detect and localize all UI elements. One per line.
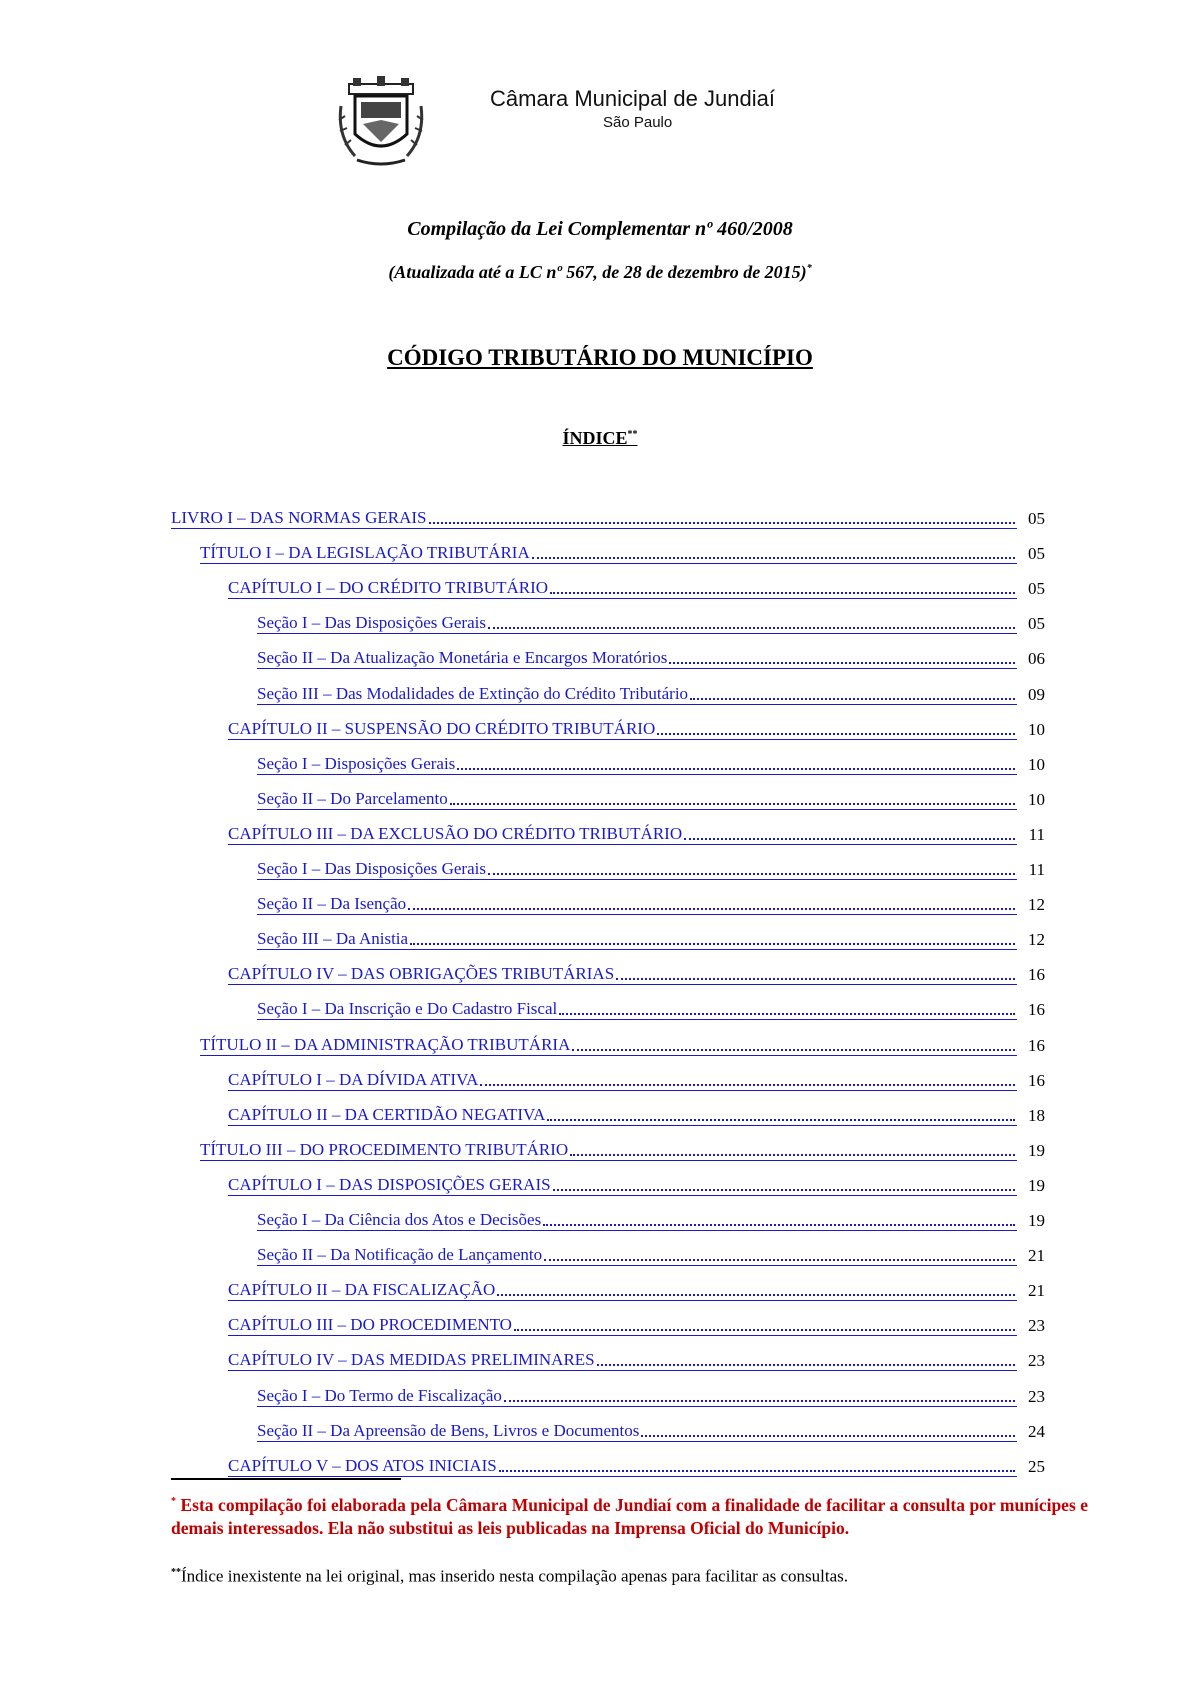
- toc-entry-page: 06: [1028, 649, 1045, 668]
- toc-entry[interactable]: [200, 1032, 1045, 1056]
- document-title: CÓDIGO TRIBUTÁRIO DO MUNICÍPIO: [387, 345, 813, 370]
- footnote-index-note: [171, 1562, 1088, 1588]
- toc-entry-page: 23: [1028, 1316, 1045, 1335]
- toc-entry[interactable]: [228, 1067, 1045, 1091]
- toc-entry-page: 21: [1028, 1246, 1045, 1265]
- toc-dot-leader: [486, 859, 1017, 880]
- index-footnote-mark: **: [627, 429, 638, 440]
- toc-dot-leader: [570, 1035, 1017, 1056]
- toc-dot-leader: [427, 508, 1018, 529]
- toc-entry-page: 16: [1028, 1071, 1045, 1090]
- toc-dot-leader: [406, 894, 1017, 915]
- toc-dot-leader: [542, 1245, 1017, 1266]
- toc-entry-label[interactable]: CAPÍTULO I – DO CRÉDITO TRIBUTÁRIO: [228, 578, 549, 597]
- toc-dot-leader: [557, 999, 1017, 1020]
- toc-entry[interactable]: [228, 1347, 1045, 1371]
- toc-entry-page: 23: [1028, 1387, 1045, 1406]
- toc-entry-label[interactable]: TÍTULO III – DO PROCEDIMENTO TRIBUTÁRIO: [200, 1140, 569, 1159]
- toc-entry[interactable]: [257, 645, 1045, 669]
- toc-entry-page: 16: [1028, 1000, 1045, 1019]
- toc-entry-page: 18: [1028, 1106, 1045, 1125]
- index-heading: [0, 428, 1200, 449]
- toc-entry-label[interactable]: Seção I – Da Ciência dos Atos e Decisões: [257, 1210, 542, 1229]
- toc-dot-leader: [545, 1105, 1017, 1126]
- toc-entry-label[interactable]: CAPÍTULO I – DAS DISPOSIÇÕES GERAIS: [228, 1175, 551, 1194]
- toc-entry-label[interactable]: CAPÍTULO III – DA EXCLUSÃO DO CRÉDITO TRIBUTÁRIO: [228, 824, 683, 843]
- toc-entry-page: 23: [1028, 1351, 1045, 1370]
- toc-entry-label[interactable]: Seção II – Da Notificação de Lançamento: [257, 1245, 543, 1264]
- toc-dot-leader: [568, 1140, 1017, 1161]
- compilation-line: [0, 218, 1200, 241]
- org-name: Câmara Municipal de Jundiaí: [490, 86, 775, 111]
- toc-entry[interactable]: [171, 505, 1045, 529]
- toc-entry-page: 12: [1028, 930, 1045, 949]
- toc-dot-leader: [541, 1210, 1017, 1231]
- toc-dot-leader: [408, 929, 1017, 950]
- toc-entry-page: 24: [1028, 1422, 1045, 1441]
- footnote-index-text: Índice inexistente na lei original, mas inserido nesta compilação apenas para facilitar as consultas.: [181, 1566, 849, 1586]
- toc-entry-label[interactable]: Seção I – Das Disposições Gerais: [257, 613, 486, 632]
- toc-entry-page: 12: [1028, 895, 1045, 914]
- toc-dot-leader: [614, 964, 1017, 985]
- toc-dot-leader: [639, 1421, 1017, 1442]
- footnote-mark-double: **: [171, 1567, 181, 1578]
- toc-dot-leader: [655, 719, 1017, 740]
- toc-dot-leader: [530, 543, 1017, 564]
- toc-entry-page: 10: [1028, 755, 1045, 774]
- toc-entry-label[interactable]: LIVRO I – DAS NORMAS GERAIS: [171, 508, 427, 527]
- toc-entry[interactable]: [257, 1207, 1045, 1231]
- toc-entry-label[interactable]: Seção III – Da Anistia: [257, 929, 409, 948]
- toc-dot-leader: [595, 1350, 1017, 1371]
- toc-entry-page: 05: [1028, 614, 1045, 633]
- toc-entry-label[interactable]: TÍTULO I – DA LEGISLAÇÃO TRIBUTÁRIA: [200, 543, 530, 562]
- toc-entry[interactable]: [257, 891, 1045, 915]
- toc-entry-label[interactable]: TÍTULO II – DA ADMINISTRAÇÃO TRIBUTÁRIA: [200, 1035, 571, 1054]
- compilation-text: Compilação da Lei Complementar nº 460/2008: [407, 218, 793, 240]
- toc-entry-page: 16: [1028, 1036, 1045, 1055]
- footnote-mark-single: *: [171, 1496, 176, 1507]
- updated-line: [0, 262, 1200, 283]
- toc-entry-label[interactable]: CAPÍTULO IV – DAS MEDIDAS PRELIMINARES: [228, 1350, 595, 1369]
- toc-dot-leader: [682, 824, 1017, 845]
- toc-entry[interactable]: [228, 1312, 1045, 1336]
- toc-entry-label[interactable]: Seção I – Disposições Gerais: [257, 754, 456, 773]
- toc-entry-label[interactable]: Seção II – Da Isenção: [257, 894, 407, 913]
- toc-entry-label[interactable]: CAPÍTULO I – DA DÍVIDA ATIVA: [228, 1070, 479, 1089]
- toc-entry-page: 05: [1028, 579, 1045, 598]
- toc-entry[interactable]: [257, 926, 1045, 950]
- toc-entry[interactable]: [228, 1102, 1045, 1126]
- toc-dot-leader: [448, 789, 1017, 810]
- toc-entry[interactable]: [257, 856, 1045, 880]
- footnote-disclaimer: [171, 1490, 1088, 1540]
- toc-entry-page: 19: [1028, 1141, 1045, 1160]
- toc-entry-page: 19: [1028, 1211, 1045, 1230]
- toc-entry[interactable]: [228, 961, 1045, 985]
- letterhead: [335, 72, 855, 172]
- footnote-disclaimer-text: Esta compilação foi elaborada pela Câmara Municipal de Jundiaí com a finalidade de facilitar a consulta por munícipes e demais interessados. Ela não substitui as leis publicadas na Imprensa Oficial do Município.: [171, 1494, 1089, 1538]
- toc-dot-leader: [478, 1070, 1017, 1091]
- toc-entry[interactable]: [257, 1242, 1045, 1266]
- toc-entry-label[interactable]: CAPÍTULO V – DOS ATOS INICIAIS: [228, 1456, 497, 1475]
- toc-entry-label[interactable]: CAPÍTULO II – DA FISCALIZAÇÃO: [228, 1280, 496, 1299]
- toc-entry-label[interactable]: Seção II – Da Apreensão de Bens, Livros e Documentos: [257, 1421, 640, 1440]
- toc-entry[interactable]: [200, 1137, 1045, 1161]
- toc-entry[interactable]: [257, 751, 1045, 775]
- toc-dot-leader: [548, 578, 1017, 599]
- toc-dot-leader: [512, 1315, 1017, 1336]
- toc-entry-label[interactable]: Seção II – Do Parcelamento: [257, 789, 448, 808]
- toc-entry-page: 19: [1028, 1176, 1045, 1195]
- toc-entry[interactable]: [257, 1383, 1045, 1407]
- toc-entry-page: 11: [1028, 860, 1045, 879]
- toc-dot-leader: [667, 648, 1017, 669]
- toc-entry[interactable]: [257, 610, 1045, 634]
- toc-entry-label[interactable]: Seção II – Da Atualização Monetária e Encargos Moratórios: [257, 648, 668, 667]
- toc-entry-page: 25: [1028, 1457, 1045, 1476]
- toc-entry-page: 21: [1028, 1281, 1045, 1300]
- toc-dot-leader: [551, 1175, 1017, 1196]
- toc-entry-label[interactable]: Seção III – Das Modalidades de Extinção do Crédito Tributário: [257, 684, 689, 703]
- toc-entry[interactable]: [228, 575, 1045, 599]
- footnote-separator: [171, 1478, 401, 1480]
- toc-entry-page: 09: [1028, 685, 1045, 704]
- toc-dot-leader: [688, 684, 1017, 705]
- org-state: São Paulo: [603, 114, 673, 131]
- toc-entry-label[interactable]: Seção I – Das Disposições Gerais: [257, 859, 486, 878]
- index-heading-text: ÍNDICE: [562, 428, 628, 448]
- toc-entry[interactable]: [257, 786, 1045, 810]
- toc-dot-leader: [455, 754, 1017, 775]
- toc-entry[interactable]: [257, 681, 1045, 705]
- toc-entry-label[interactable]: CAPÍTULO IV – DAS OBRIGAÇÕES TRIBUTÁRIAS: [228, 964, 615, 983]
- toc-entry-page: 10: [1028, 720, 1045, 739]
- updated-footnote-mark: *: [806, 263, 812, 274]
- toc-entry-page: 16: [1028, 965, 1045, 984]
- toc-entry-page: 11: [1028, 825, 1045, 844]
- toc-entry[interactable]: [257, 996, 1045, 1020]
- toc-dot-leader: [497, 1456, 1017, 1477]
- toc-dot-leader: [502, 1386, 1017, 1407]
- municipal-crest-icon: [335, 76, 427, 168]
- updated-text: (Atualizada até a LC nº 567, de 28 de dezembro de 2015): [388, 262, 807, 282]
- toc-entry-label[interactable]: Seção I – Do Termo de Fiscalização: [257, 1386, 502, 1405]
- toc-entry[interactable]: [257, 1418, 1045, 1442]
- toc-entry-label[interactable]: CAPÍTULO II – DA CERTIDÃO NEGATIVA: [228, 1105, 546, 1124]
- toc-entry-label[interactable]: CAPÍTULO III – DO PROCEDIMENTO: [228, 1315, 512, 1334]
- toc-entry[interactable]: [228, 716, 1045, 740]
- toc-entry-page: 05: [1028, 509, 1045, 528]
- toc-entry-page: 10: [1028, 790, 1045, 809]
- toc-entry-label[interactable]: Seção I – Da Inscrição e Do Cadastro Fiscal: [257, 999, 558, 1018]
- toc-dot-leader: [486, 613, 1017, 634]
- toc-dot-leader: [495, 1280, 1017, 1301]
- toc-entry[interactable]: [228, 1277, 1045, 1301]
- toc-entry[interactable]: [228, 821, 1045, 845]
- toc-entry[interactable]: [200, 540, 1045, 564]
- toc-entry-label[interactable]: CAPÍTULO II – SUSPENSÃO DO CRÉDITO TRIBUTÁRIO: [228, 719, 656, 738]
- toc-entry[interactable]: [228, 1172, 1045, 1196]
- toc-entry-page: 05: [1028, 544, 1045, 563]
- toc-entry[interactable]: [228, 1453, 1045, 1477]
